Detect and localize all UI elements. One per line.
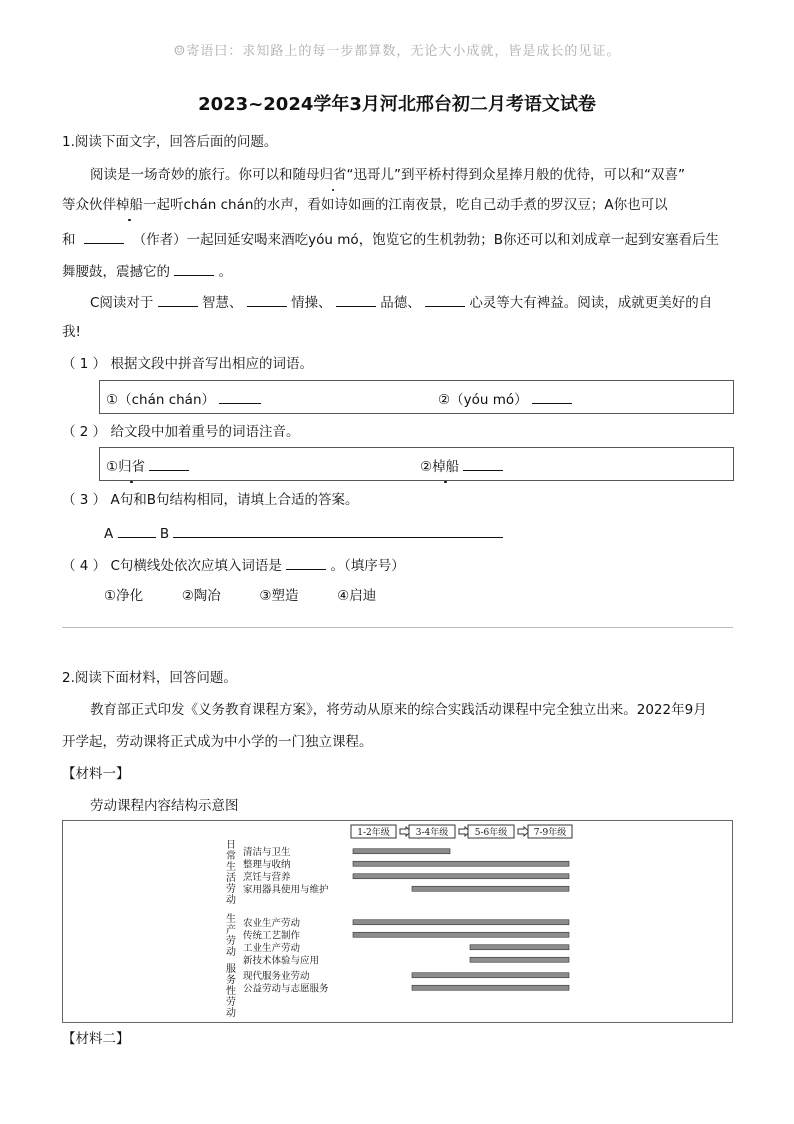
item-label: 工业生产劳动 bbox=[243, 942, 301, 954]
grade-range-bar bbox=[353, 932, 569, 937]
answer-blank[interactable] bbox=[286, 555, 326, 570]
group-label-char: 日 bbox=[226, 840, 236, 851]
grade-range-bar bbox=[353, 861, 569, 866]
q1-para1-line4: 舞腰鼓，震撼它的 。 bbox=[62, 261, 232, 281]
item-label: 农业生产劳动 bbox=[243, 917, 301, 929]
sub1-answer-a: ①（chán chán） bbox=[106, 389, 261, 409]
arrow-icon bbox=[518, 827, 529, 836]
q1-para1-line2: 等众伙伴棹船一起听chán chán的水声，看如诗如画的江南夜景，吃自己动手煮的罗汉豆；A你也可以 bbox=[62, 197, 668, 213]
item-label: 清洁与卫生 bbox=[243, 846, 291, 858]
sub2-answer-b: ②棹船 bbox=[420, 456, 503, 476]
answer-blank[interactable] bbox=[425, 292, 465, 307]
page-title: 2023~2024学年3月河北邢台初二月考语文试卷 bbox=[198, 94, 596, 115]
answer-blank-b[interactable] bbox=[173, 523, 503, 538]
q1-sub1: （ 1 ） 根据文段中拼音写出相应的词语。 bbox=[62, 356, 313, 372]
diagram-caption: 劳动课程内容结构示意图 bbox=[90, 798, 239, 814]
q2-para-line1: 教育部正式印发《义务教育课程方案》，将劳动从原来的综合实践活动课程中完全独立出来。2022年9月 bbox=[90, 702, 707, 718]
option-4: ④启迪 bbox=[337, 588, 377, 604]
option-1: ①净化 bbox=[104, 588, 144, 604]
answer-blank[interactable] bbox=[532, 389, 572, 404]
item-label: 烹饪与营养 bbox=[243, 871, 291, 883]
grade-label: 3-4年级 bbox=[415, 828, 449, 838]
q1-sub2-answer-box bbox=[99, 447, 734, 481]
grade-range-bar bbox=[412, 973, 569, 978]
grade-range-bar bbox=[470, 957, 569, 962]
answer-blank[interactable] bbox=[149, 456, 189, 471]
grade-range-bar bbox=[470, 945, 569, 950]
item-label: 传统工艺制作 bbox=[243, 930, 301, 942]
q1-para1-line3: 和 （作者）一起回延安喝来酒吃yóu mó，饱览它的生机勃勃；B你还可以和刘成章一起到安塞看后生 bbox=[62, 229, 719, 249]
q1-para2-line2: 我! bbox=[62, 324, 81, 340]
group-label-char: 动 bbox=[226, 895, 236, 906]
q1-heading: 1.阅读下面文字，回答后面的问题。 bbox=[62, 134, 278, 150]
item-label: 家用器具使用与维护 bbox=[243, 884, 329, 896]
q1-sub4-options bbox=[104, 587, 376, 605]
grade-range-bar bbox=[353, 920, 569, 925]
emphasis-word-guisheng: 归省 bbox=[319, 167, 347, 183]
q1-sub3: （ 3 ） A句和B句结构相同，请填上合适的答案。 bbox=[62, 492, 359, 508]
item-label: 整理与收纳 bbox=[243, 859, 291, 871]
material-two-label: 【材料二】 bbox=[62, 1031, 130, 1047]
group-label-char: 常 bbox=[226, 851, 236, 862]
option-3: ③塑造 bbox=[259, 588, 299, 604]
group-label-char: 劳 bbox=[226, 884, 236, 895]
group-label-char: 性 bbox=[226, 986, 236, 997]
q1-para2-line1: C阅读对于 智慧、 情操、 品德、 心灵等大有裨益。阅读，成就更美好的自 bbox=[90, 292, 712, 312]
q1-para1-line1: 阅读是一场奇妙的旅行。你可以和随母归省“迅哥儿”到平桥村得到众星捧月般的优待，可以和“双喜” bbox=[90, 167, 685, 183]
group-label-char: 活 bbox=[226, 873, 236, 884]
grade-range-bar bbox=[353, 849, 450, 854]
grade-range-bar bbox=[412, 985, 569, 990]
emphasis-word-zhaochuan: 棹船 bbox=[116, 197, 143, 213]
answer-blank[interactable] bbox=[336, 292, 376, 307]
sub2-answer-a: ①归省 bbox=[106, 456, 189, 476]
material-one-label: 【材料一】 bbox=[62, 766, 130, 782]
grade-range-bar bbox=[353, 874, 569, 879]
labor-curriculum-diagram bbox=[62, 820, 733, 1023]
q1-sub4: （ 4 ） C句横线处依次应填入词语是 。（填序号） bbox=[62, 555, 405, 575]
group-label-char: 生 bbox=[226, 914, 236, 925]
group-label-char: 动 bbox=[226, 947, 236, 958]
grade-label: 1-2年级 bbox=[357, 828, 390, 838]
header-motto: ☺寄语曰：求知路上的每一步都算数，无论大小成就，皆是成长的见证。 bbox=[173, 44, 621, 59]
group-label-char: 务 bbox=[226, 975, 236, 986]
grade-label: 5-6年级 bbox=[474, 828, 508, 838]
group-label-char: 生 bbox=[226, 862, 236, 873]
item-label: 新技术体验与应用 bbox=[243, 955, 320, 967]
answer-blank[interactable] bbox=[84, 229, 124, 244]
q2-heading: 2.阅读下面材料，回答问题。 bbox=[62, 670, 237, 686]
group-label-char: 产 bbox=[226, 925, 236, 936]
group-label-char: 劳 bbox=[226, 997, 236, 1008]
grade-label: 7-9年级 bbox=[533, 828, 567, 838]
q1-sub3-answers: A B bbox=[104, 523, 503, 543]
answer-blank[interactable] bbox=[219, 389, 261, 404]
group-label-char: 劳 bbox=[226, 936, 236, 947]
grade-range-bar bbox=[412, 886, 569, 891]
diagram-canvas bbox=[63, 821, 732, 1022]
q1-sub2: （ 2 ） 给文段中加着重号的词语注音。 bbox=[62, 424, 300, 440]
sub1-answer-b: ②（yóu mó） bbox=[438, 389, 572, 409]
answer-blank[interactable] bbox=[247, 292, 287, 307]
item-label: 现代服务业劳动 bbox=[243, 970, 310, 982]
section-divider bbox=[62, 627, 733, 628]
answer-blank[interactable] bbox=[463, 456, 503, 471]
item-label: 公益劳动与志愿服务 bbox=[243, 983, 329, 995]
q2-para-line2: 开学起，劳动课将正式成为中小学的一门独立课程。 bbox=[62, 734, 373, 750]
answer-blank-a[interactable] bbox=[118, 523, 156, 538]
group-label-char: 服 bbox=[226, 964, 236, 975]
answer-blank[interactable] bbox=[174, 261, 214, 276]
q1-sub1-answer-box bbox=[99, 380, 734, 414]
option-2: ②陶冶 bbox=[181, 588, 221, 604]
group-label-char: 动 bbox=[226, 1008, 236, 1019]
answer-blank[interactable] bbox=[158, 292, 198, 307]
